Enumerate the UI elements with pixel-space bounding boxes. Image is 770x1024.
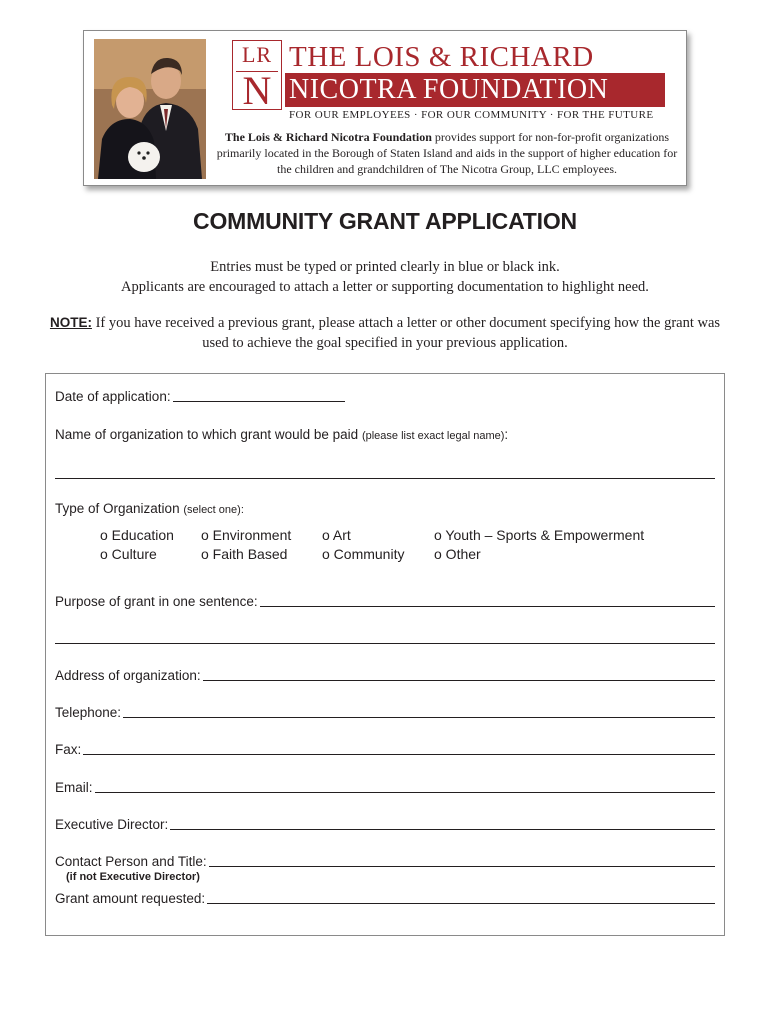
option-environment[interactable]: o Environment bbox=[201, 527, 292, 543]
address-label: Address of organization: bbox=[55, 668, 201, 683]
email-label: Email: bbox=[55, 780, 93, 795]
note-text: If you have received a previous grant, please attach a letter or other document specifying how the grant was used to achieve the goal specified in your previous application. bbox=[91, 315, 721, 351]
org-type-row bbox=[55, 500, 715, 519]
foundation-description-text: provides support for non-for-profit organizations primarily located in the Borough of Staten Island and aids in the support of higher education for the children and grandchildren of The Nicotra Group, LLC employees. bbox=[216, 130, 678, 176]
address-field[interactable] bbox=[203, 667, 715, 681]
executive-director-label: Executive Director: bbox=[55, 817, 169, 832]
application-form bbox=[45, 373, 725, 936]
previous-grant-note bbox=[40, 313, 730, 353]
purpose-field[interactable] bbox=[260, 593, 715, 607]
date-of-application-label: Date of application: bbox=[55, 389, 171, 404]
fax-field[interactable] bbox=[83, 741, 715, 755]
foundation-title-line1: THE LOIS & RICHARD bbox=[289, 41, 594, 73]
org-name-field[interactable] bbox=[55, 478, 715, 479]
option-education[interactable]: o Education bbox=[100, 527, 174, 543]
purpose-row bbox=[55, 593, 715, 610]
org-name-hint: (please list exact legal name) bbox=[361, 430, 505, 442]
fax-row bbox=[55, 741, 715, 758]
date-of-application-row bbox=[55, 388, 715, 405]
date-of-application-field[interactable] bbox=[173, 388, 345, 402]
logo-mark-n: N bbox=[242, 68, 272, 113]
contact-person-label: Contact Person and Title: bbox=[55, 854, 207, 869]
foundation-header bbox=[83, 30, 687, 186]
telephone-row bbox=[55, 704, 715, 721]
option-other[interactable]: o Other bbox=[434, 546, 481, 562]
org-name-colon: : bbox=[504, 427, 509, 442]
option-art[interactable]: o Art bbox=[322, 527, 351, 543]
contact-person-hint: (if not Executive Director) bbox=[66, 871, 200, 883]
option-culture[interactable]: o Culture bbox=[100, 546, 157, 562]
org-name-label-text: Name of organization to which grant would be paid bbox=[55, 427, 359, 442]
note-label: NOTE: bbox=[49, 315, 92, 330]
foundation-title-line2: NICOTRA FOUNDATION bbox=[285, 73, 665, 107]
instructions-line-1: Entries must be typed or printed clearly in blue or black ink. bbox=[210, 259, 560, 275]
executive-director-field[interactable] bbox=[170, 816, 715, 830]
fax-label: Fax: bbox=[55, 742, 82, 757]
instructions bbox=[40, 257, 730, 297]
org-type-label-text: Type of Organization bbox=[55, 501, 180, 516]
contact-person-row bbox=[55, 853, 715, 870]
page-title: COMMUNITY GRANT APPLICATION bbox=[193, 208, 577, 234]
option-faith-based[interactable]: o Faith Based bbox=[201, 546, 288, 562]
option-community[interactable]: o Community bbox=[322, 546, 405, 562]
purpose-field-continued[interactable] bbox=[55, 643, 715, 644]
executive-director-row bbox=[55, 816, 715, 833]
grant-amount-row bbox=[55, 890, 715, 907]
founders-photo bbox=[94, 39, 206, 179]
foundation-logo-mark bbox=[232, 40, 282, 113]
foundation-tagline: FOR OUR EMPLOYEES · FOR OUR COMMUNITY · FOR THE FUTURE bbox=[289, 109, 654, 121]
foundation-description bbox=[212, 129, 682, 177]
org-name-label bbox=[55, 426, 510, 445]
grant-amount-field[interactable] bbox=[207, 890, 715, 904]
email-field[interactable] bbox=[95, 779, 715, 793]
org-type-label bbox=[55, 500, 246, 519]
option-youth-sports-empowerment[interactable]: o Youth – Sports & Empowerment bbox=[434, 527, 645, 543]
foundation-description-name: The Lois & Richard Nicotra Foundation bbox=[224, 130, 432, 144]
purpose-label: Purpose of grant in one sentence: bbox=[55, 594, 258, 609]
telephone-field[interactable] bbox=[123, 704, 715, 718]
email-row bbox=[55, 779, 715, 796]
org-name-row bbox=[55, 426, 715, 445]
contact-person-field[interactable] bbox=[209, 853, 715, 867]
instructions-line-2: Applicants are encouraged to attach a letter or supporting documentation to highlight need. bbox=[121, 279, 649, 295]
founders-photo-image bbox=[94, 39, 206, 179]
address-row bbox=[55, 667, 715, 684]
telephone-label: Telephone: bbox=[55, 705, 122, 720]
grant-amount-label: Grant amount requested: bbox=[55, 891, 206, 906]
logo-mark-lr: LR bbox=[241, 42, 273, 67]
org-type-hint: (select one): bbox=[183, 504, 244, 516]
